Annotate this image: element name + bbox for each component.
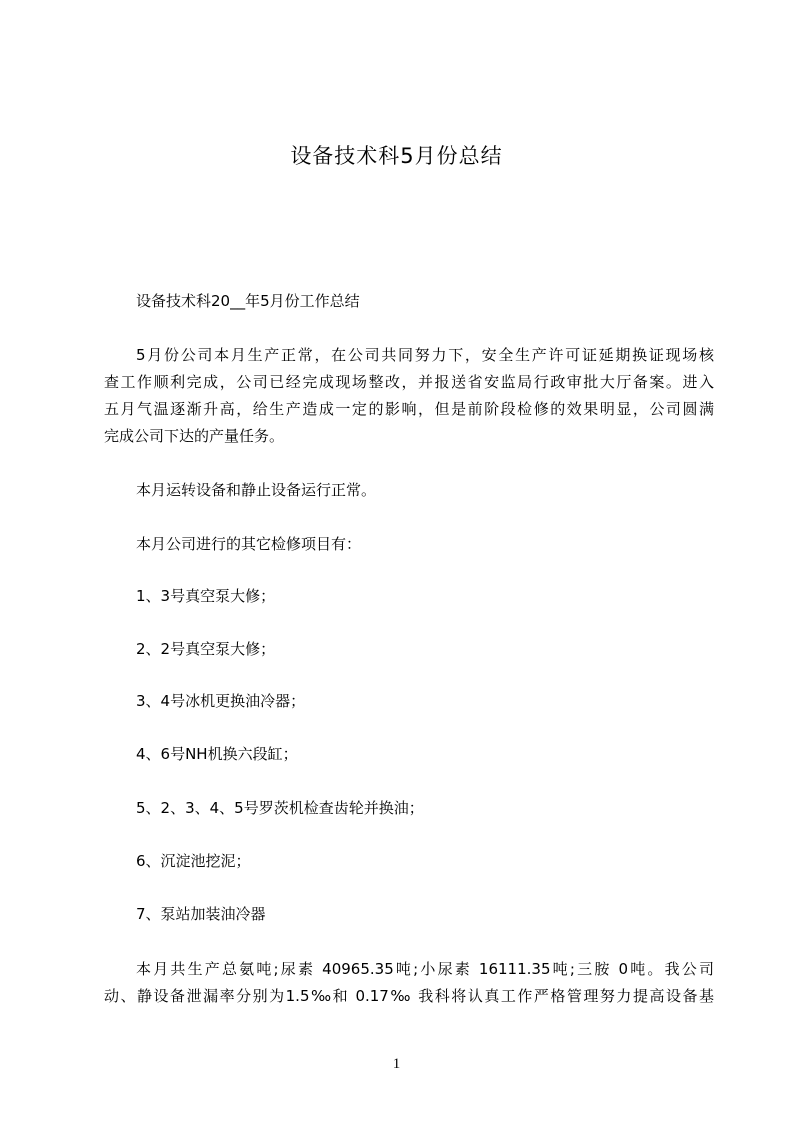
list-item: 4、6号NH机换六段缸； xyxy=(136,745,298,763)
paragraph-equipment-status: 本月运转设备和静止设备运行正常。 xyxy=(136,481,377,499)
paragraph-line: 5月份公司本月生产正常，在公司共同努力下，安全生产许可证延期换证现场核 xyxy=(136,346,714,364)
paragraph-maintenance-heading: 本月公司进行的其它检修项目有： xyxy=(136,535,362,553)
paragraph-line: 本月共生产总氨吨;尿素 40965.35吨;小尿素 16111.35吨;三胺 0吨。我公司 xyxy=(136,960,714,978)
list-item: 5、2、3、4、5号罗茨机检查齿轮并换油； xyxy=(136,799,424,817)
list-item: 1、3号真空泵大修； xyxy=(136,587,276,605)
document-subtitle: 设备技术科20__年5月份工作总结 xyxy=(136,292,360,310)
list-item: 7、泵站加装油冷器 xyxy=(136,905,266,923)
page-number: 1 xyxy=(392,1056,401,1072)
paragraph-line: 五月气温逐渐升高，给生产造成一定的影响，但是前阶段检修的效果明显，公司圆满 xyxy=(104,400,714,418)
list-item: 3、4号冰机更换油冷器； xyxy=(136,692,306,710)
paragraph-intro xyxy=(104,342,714,450)
paragraph-line: 完成公司下达的产量任务。 xyxy=(104,427,285,445)
paragraph-production xyxy=(104,956,714,1010)
list-item: 2、2号真空泵大修； xyxy=(136,640,276,658)
list-item: 6、沉淀池挖泥； xyxy=(136,852,251,870)
document-title: 设备技术科5月份总结 xyxy=(290,144,503,168)
paragraph-line: 查工作顺利完成，公司已经完成现场整改，并报送省安监局行政审批大厅备案。进入 xyxy=(104,373,714,391)
paragraph-line: 动、静设备泄漏率分别为1.5‰和 0.17‰ 我科将认真工作严格管理努力提高设备基 xyxy=(104,987,714,1005)
